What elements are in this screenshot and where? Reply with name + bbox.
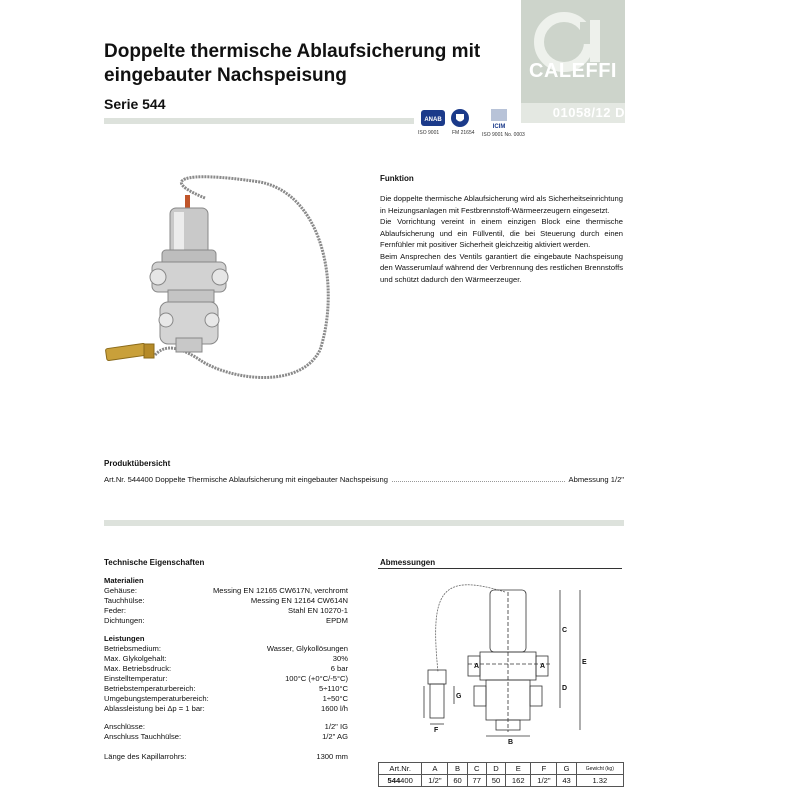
- tech-heading: Technische Eigenschaften: [104, 558, 205, 567]
- table-cell: 60: [448, 775, 467, 787]
- fm-shield-icon: [450, 108, 470, 128]
- spec-label: Einstelltemperatur:: [104, 674, 168, 683]
- dimensions-table: [378, 762, 624, 787]
- section-rule: [104, 520, 624, 526]
- spec-value: Messing EN 12164 CW614N: [250, 596, 348, 605]
- materials-heading: Materialien: [104, 576, 144, 585]
- table-cell: 50: [486, 775, 505, 787]
- spec-value: 1÷50°C: [322, 694, 348, 703]
- spec-label: Gehäuse:: [104, 586, 137, 595]
- anab-label: ANAB: [424, 117, 442, 123]
- series-label: Serie 544: [104, 96, 166, 112]
- spec-label: Betriebstemperaturbereich:: [104, 684, 196, 693]
- table-header: Gewicht (kg): [576, 763, 623, 775]
- spec-label: Umgebungstemperaturbereich:: [104, 694, 209, 703]
- spec-row: [104, 654, 348, 664]
- spec-label: Länge des Kapillarrohrs:: [104, 752, 187, 761]
- title-line-1: Doppelte thermische Ablaufsicherung mit: [104, 41, 481, 62]
- dimensions-rule: [378, 568, 622, 569]
- product-overview-heading: Produktübersicht: [104, 459, 171, 468]
- spec-label: Ablassleistung bei Δp = 1 bar:: [104, 704, 205, 713]
- spec-row: [104, 684, 348, 694]
- drawing-letter-f: F: [434, 727, 439, 734]
- spec-value: Stahl EN 10270-1: [288, 606, 348, 615]
- drawing-letter-e: E: [582, 659, 587, 666]
- table-header: G: [557, 763, 576, 775]
- spec-row: [104, 616, 348, 626]
- product-overview-row: [104, 475, 624, 484]
- drawing-letter-c: C: [562, 627, 568, 634]
- dotted-leader: [392, 475, 565, 482]
- table-header-row: [379, 763, 624, 775]
- spec-row: [104, 732, 348, 742]
- spec-label: Tauchhülse:: [104, 596, 145, 605]
- table-row: [379, 775, 624, 787]
- spec-label: Feder:: [104, 606, 126, 615]
- spec-row: [104, 664, 348, 674]
- spec-value: 100°C (+0°C/-5°C): [285, 674, 348, 683]
- spec-value: 1300 mm: [316, 752, 348, 761]
- drawing-letter-a: A: [474, 663, 480, 670]
- spec-value: 1/2" IG: [324, 722, 348, 731]
- header-rule: [104, 118, 414, 124]
- table-header: Art.Nr.: [379, 763, 422, 775]
- spec-value: EPDM: [326, 616, 348, 625]
- spec-row: [104, 694, 348, 704]
- table-header: C: [467, 763, 486, 775]
- spec-value: 30%: [332, 654, 348, 663]
- table-header: E: [506, 763, 531, 775]
- cert-label-icim: ISO 9001 No. 0003: [482, 132, 525, 138]
- table-header: B: [448, 763, 467, 775]
- spec-row: [104, 722, 348, 732]
- spec-label: Max. Betriebsdruck:: [104, 664, 172, 673]
- drawing-letter-a: A: [540, 663, 546, 670]
- table-header: F: [531, 763, 557, 775]
- spec-row: [104, 606, 348, 616]
- spec-value: 1/2" AG: [322, 732, 348, 741]
- spec-row: [104, 644, 348, 654]
- spec-value: 6 bar: [330, 664, 348, 673]
- spec-label: Max. Glykolgehalt:: [104, 654, 167, 663]
- function-heading: Funktion: [380, 174, 414, 183]
- spec-label: Dichtungen:: [104, 616, 145, 625]
- table-cell: 1/2": [531, 775, 557, 787]
- brand-name: CALEFFI: [529, 60, 617, 82]
- cert-label-fm: FM 21654: [452, 130, 475, 136]
- spec-row: [104, 674, 348, 684]
- drawing-letter-b: B: [508, 739, 514, 746]
- icim-label: ICIM: [492, 124, 506, 130]
- product-image: [100, 170, 360, 395]
- cert-label-iso: ISO 9001: [418, 130, 440, 136]
- logo-bar-icon: [590, 20, 600, 62]
- spec-row: [104, 752, 348, 762]
- dimension-drawing: [380, 572, 624, 772]
- table-cell: 1/2": [422, 775, 448, 787]
- anab-certificate-icon: [420, 108, 446, 128]
- doc-number: 01058/12 D: [552, 105, 625, 120]
- artnr-suffix: 400: [400, 776, 413, 785]
- function-paragraph: Die doppelte thermische Ablaufsicherung wird als Sicherheitseinrichtung in Heizungsanlagen mit Festbrennstoff-Wärmeerzeugern eingesetzt.: [380, 194, 623, 215]
- spec-label: Anschlüsse:: [104, 722, 145, 731]
- table-cell: 162: [506, 775, 531, 787]
- product-size: Abmessung 1/2": [568, 475, 624, 484]
- artnr-prefix: 544: [387, 776, 401, 785]
- performance-heading: Leistungen: [104, 634, 145, 643]
- table-header: D: [486, 763, 505, 775]
- icim-certificate-icon: [488, 108, 510, 130]
- table-cell: 77: [467, 775, 486, 787]
- spec-value: 1600 l/h: [320, 704, 348, 713]
- function-paragraph: Beim Ansprechen des Ventils garantiert die eingebaute Nachspeisung den Wasserumlauf während der Verbrennung des restlichen Brennstoffs und schützt dadurch den Wärmeerzeuger.: [380, 251, 623, 284]
- table-cell: 1.32: [576, 775, 623, 787]
- spec-row: [104, 704, 348, 714]
- spec-label: Anschluss Tauchhülse:: [104, 732, 182, 741]
- title-line-2: eingebauter Nachspeisung: [104, 65, 347, 86]
- spec-value: Messing EN 12165 CW617N, verchromt: [212, 586, 348, 595]
- spec-value: Wasser, Glykollösungen: [266, 644, 348, 653]
- spec-value: 5÷110°C: [318, 684, 348, 693]
- table-header: A: [422, 763, 448, 775]
- drawing-letter-g: G: [456, 693, 462, 700]
- dimensions-heading: Abmessungen: [380, 558, 436, 567]
- drawing-letter-d: D: [562, 685, 568, 692]
- spec-row: [104, 596, 348, 606]
- function-text: [380, 193, 623, 285]
- spec-label: Betriebsmedium:: [104, 644, 161, 653]
- table-cell: 43: [557, 775, 576, 787]
- function-paragraph: Die Vorrichtung vereint in einem einzigen Block eine thermische Ablaufsicherung und ein Füllventil, die bei Steuerung durch einen Fernfühler mit positiver Sicherheit gleichzeitig aktiviert werden.: [380, 217, 623, 249]
- page-title: [104, 40, 524, 88]
- table-cell-artnr: [379, 775, 422, 787]
- spec-row: [104, 586, 348, 596]
- product-item: Art.Nr. 544400 Doppelte Thermische Ablaufsicherung mit eingebauter Nachspeisung: [104, 475, 388, 484]
